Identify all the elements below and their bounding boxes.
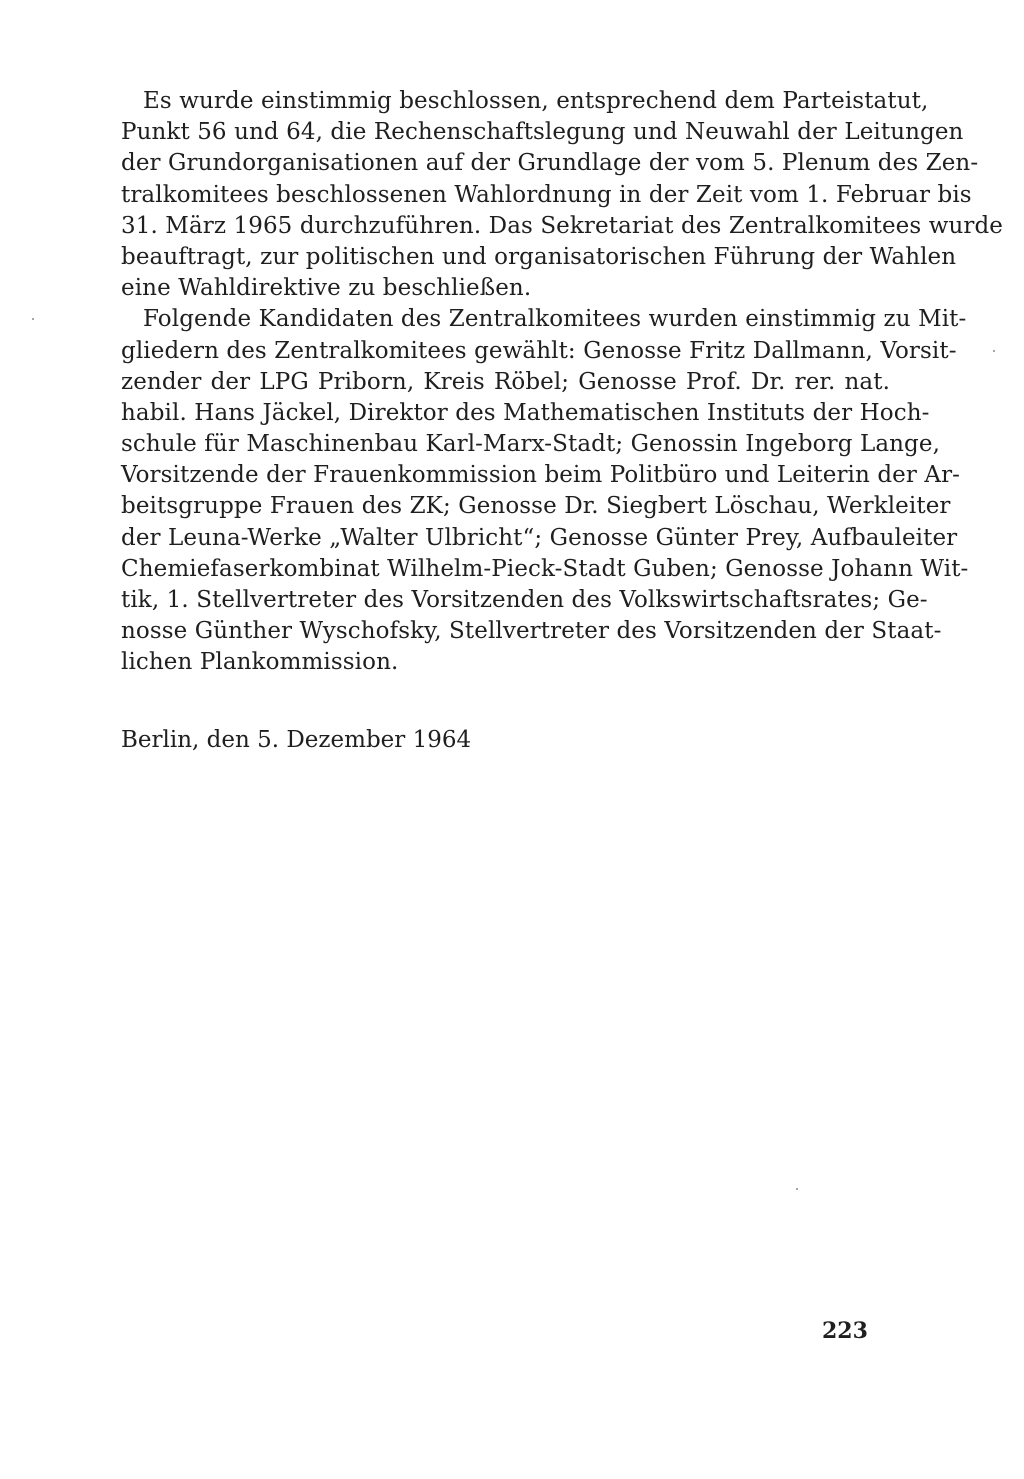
text-line: beitsgruppe Frauen des ZK; Genosse Dr. Siegbert Löschau, Werkleiter bbox=[121, 493, 951, 520]
text-line: schule für Maschinenbau Karl-Marx-Stadt; Genossin Ingeborg Lange, bbox=[121, 431, 940, 458]
text-line: 31. März 1965 durchzuführen. Das Sekretariat des Zentralkomitees wurde bbox=[121, 212, 1004, 239]
scan-speck bbox=[796, 1188, 798, 1190]
text-line: Chemiefaserkombinat Wilhelm-Pieck-Stadt Guben; Genosse Johann Wit- bbox=[121, 555, 969, 582]
scan-speck bbox=[32, 318, 34, 320]
paragraph-elected-members bbox=[121, 304, 969, 678]
text-line: gliedern des Zentralkomitees gewählt: Genosse Fritz Dallmann, Vorsit- bbox=[121, 337, 957, 364]
body-text bbox=[121, 86, 1004, 679]
text-line: Folgende Kandidaten des Zentralkomitees wurden einstimmig zu Mit- bbox=[143, 306, 967, 333]
text-line: der Grundorganisationen auf der Grundlage der vom 5. Plenum des Zen- bbox=[121, 150, 979, 177]
text-line: tik, 1. Stellvertreter des Vorsitzenden des Volkswirtschaftsrates; Ge- bbox=[121, 587, 928, 613]
text-line: zender der LPG Priborn, Kreis Röbel; Genosse Prof. Dr. rer. nat. bbox=[121, 368, 890, 395]
text-line: der Leuna-Werke „Walter Ulbricht“; Genosse Günter Prey, Aufbauleiter bbox=[121, 524, 958, 551]
text-line: tralkomitees beschlossenen Wahlordnung in der Zeit vom 1. Februar bis bbox=[121, 181, 972, 208]
text-line: lichen Plankommission. bbox=[121, 649, 399, 676]
paragraph-resolution bbox=[121, 86, 1004, 304]
page-number: 223 bbox=[822, 1318, 868, 1344]
text-line: beauftragt, zur politischen und organisatorischen Führung der Wahlen bbox=[121, 243, 957, 270]
text-line: eine Wahldirektive zu beschließen. bbox=[121, 275, 532, 302]
text-line: Vorsitzende der Frauenkommission beim Politbüro und Leiterin der Ar- bbox=[121, 462, 961, 489]
place-date-line: Berlin, den 5. Dezember 1964 bbox=[121, 727, 472, 753]
text-line: nosse Günther Wyschofsky, Stellvertreter des Vorsitzenden der Staat- bbox=[121, 618, 942, 645]
scan-speck bbox=[993, 350, 995, 352]
text-line: Es wurde einstimmig beschlossen, entsprechend dem Parteistatut, bbox=[143, 88, 929, 114]
text-line: Punkt 56 und 64, die Rechenschaftslegung und Neuwahl der Leitungen bbox=[121, 119, 964, 146]
text-line: habil. Hans Jäckel, Direktor des Mathematischen Instituts der Hoch- bbox=[121, 399, 930, 426]
